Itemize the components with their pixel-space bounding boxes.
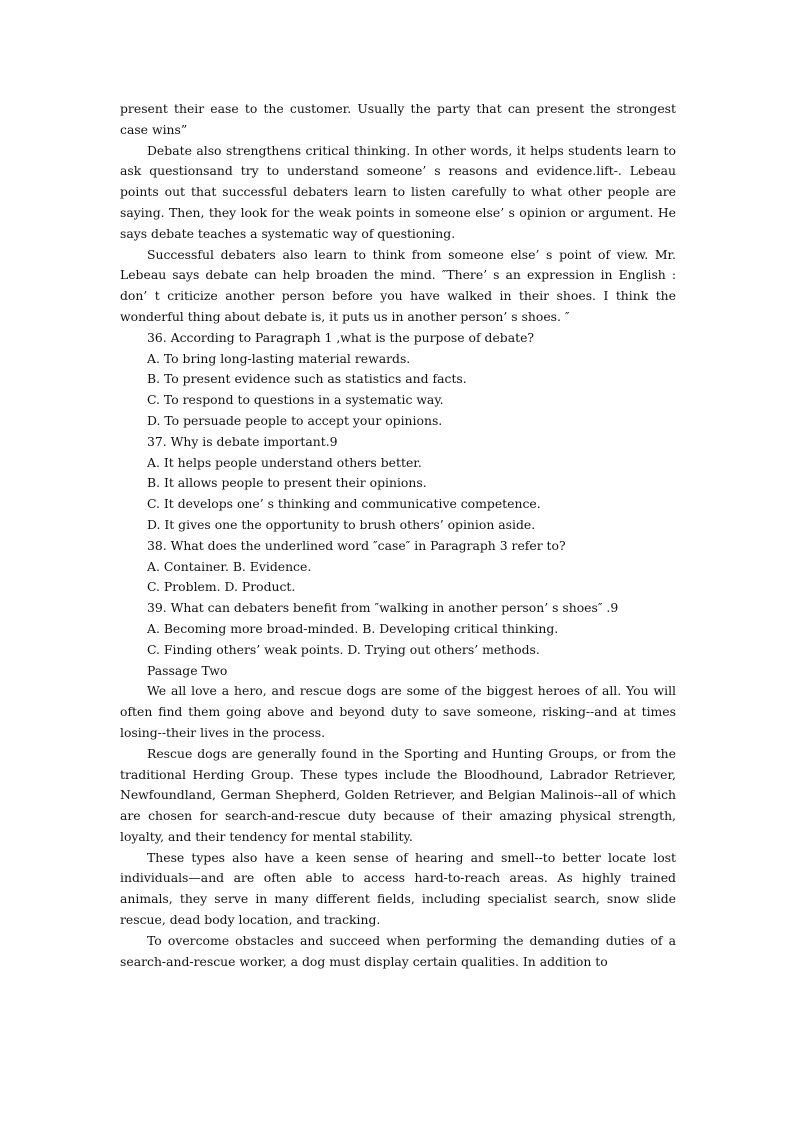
option-36b: B. To present evidence such as statistics and facts. [147,371,467,387]
options-38-cd: C. Problem. D. Product. [147,579,296,595]
passage-two-heading: Passage Two [147,662,228,678]
options-39-cd: C. Finding others’ weak points. D. Trying out others’ methods. [147,641,540,657]
question-38: 38. What does the underlined word ″case″ in Paragraph 3 refer to? [147,537,566,553]
option-37a: A. It helps people understand others better. [147,454,422,470]
option-36a: A. To bring long-lasting material rewards. [147,350,411,366]
passage-two-paragraph-1: We all love a hero, and rescue dogs are some of the biggest heroes of all. You will often find them going above and beyond duty to save someone, risking--and at times losing--their lives in the process. [120,683,676,740]
option-36d: D. To persuade people to accept your opinions. [147,412,443,428]
option-37b: B. It allows people to present their opinions. [147,475,427,491]
passage-two-paragraph-3: These types also have a keen sense of hearing and smell--to better locate lost individuals—and are often able to access hard-to-reach areas. As highly trained animals, they serve in many different fields, including specialist search, snow slide rescue, dead body location, and tracking. [120,849,676,928]
paragraph-continued: present their ease to the customer. Usually the party that can present the strongest case wins” [120,101,676,137]
options-38-ab: A. Container. B. Evidence. [147,558,312,574]
option-37c: C. It develops one’ s thinking and communicative competence. [147,496,541,512]
passage-two-paragraph-4: To overcome obstacles and succeed when performing the demanding duties of a search-and-rescue worker, a dog must display certain qualities. In addition to [120,932,676,969]
passage-two-paragraph-2: Rescue dogs are generally found in the Sporting and Hunting Groups, or from the traditional Herding Group. These types include the Bloodhound, Labrador Retriever, Newfoundland, German Shepherd, Golden Retriever, and Belgian Malinois--all of which are chosen for search-and-rescue duty because of their amazing physical strength, loyalty, and their tendency for mental stability. [120,745,676,844]
option-37d: D. It gives one the opportunity to brush others’ opinion aside. [147,516,536,532]
option-36c: C. To respond to questions in a systematic way. [147,392,444,408]
paragraph-critical-thinking: Debate also strengthens critical thinking. In other words, it helps students learn to ask questionsand try to understand someone’ s reasons and evidence.lift-. Lebeau points out that successful debaters learn to listen carefully to what other people are saying. Then, they look for the weak points in someone else’ s opinion or argument. He says debate teaches a systematic way of questioning. [120,142,676,241]
question-37: 37. Why is debate important.9 [147,433,338,449]
document-page [120,99,676,972]
options-39-ab: A. Becoming more broad-minded. B. Developing critical thinking. [147,620,559,636]
question-36: 36. According to Paragraph 1 ,what is the purpose of debate? [147,329,535,345]
paragraph-point-of-view: Successful debaters also learn to think from someone else’ s point of view. Mr. Lebeau says debate can help broaden the mind. ″There’ s an expression in English : don’ t criticize another person before you have walked in their shoes. I think the wonderful thing about debate is, it puts us in another person’ s shoes. ″ [120,246,676,324]
question-39: 39. What can debaters benefit from ″walking in another person’ s shoes″ .9 [147,600,619,616]
